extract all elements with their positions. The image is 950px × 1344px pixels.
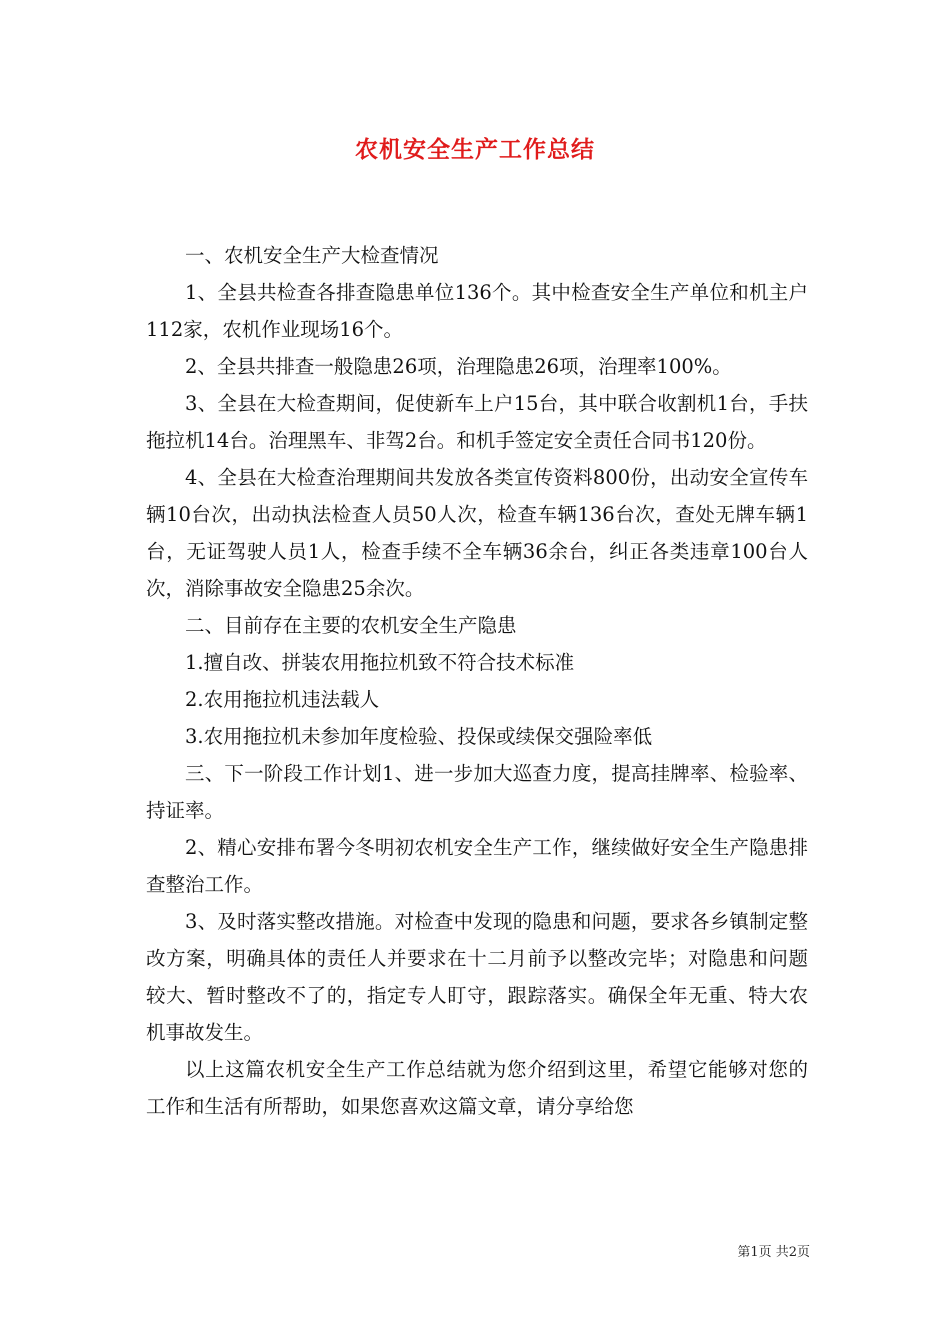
closing-paragraph: 以上这篇农机安全生产工作总结就为您介绍到这里，希望它能够对您的工作和生活有所帮助，如果您喜欢这篇文章，请分享给您 — [146, 1058, 808, 1118]
section-heading-3: 三、下一阶段工作计划1、进一步加大巡查力度，提高挂牌率、检验率、持证率。 — [146, 762, 808, 822]
paragraph-item-2: 2、全县共排查一般隐患26项，治理隐患26项，治理率100%。 — [185, 355, 732, 378]
plan-item-2: 2、精心安排布署今冬明初农机安全生产工作，继续做好安全生产隐患排查整治工作。 — [146, 836, 808, 896]
plan-item-3: 3、及时落实整改措施。对检查中发现的隐患和问题，要求各乡镇制定整改方案，明确具体的责任人并要求在十二月前予以整改完毕；对隐患和问题较大、暂时整改不了的，指定专人盯守，跟踪落实。确保全年无重、特大农机事故发生。 — [146, 910, 808, 1044]
document-title: 农机安全生产工作总结 — [355, 137, 595, 163]
page-number: 第1页 共2页 — [737, 1245, 810, 1260]
section-heading-2: 二、目前存在主要的农机安全生产隐患 — [185, 614, 517, 637]
paragraph-item-3: 3、全县在大检查期间，促使新车上户15台，其中联合收割机1台，手扶拖拉机14台。治理黑车、非驾2台。和机手签定安全责任合同书120份。 — [146, 392, 808, 452]
hazard-item-3: 3.农用拖拉机未参加年度检验、投保或续保交强险率低 — [185, 725, 653, 748]
paragraph-item-1: 1、全县共检查各排查隐患单位136个。其中检查安全生产单位和机主户112家，农机作业现场16个。 — [146, 281, 808, 341]
document-body — [146, 237, 808, 1125]
section-heading-1: 一、农机安全生产大检查情况 — [185, 244, 439, 267]
paragraph-item-4: 4、全县在大检查治理期间共发放各类宣传资料800份，出动安全宣传车辆10台次，出动执法检查人员50人次，检查车辆136台次，查处无牌车辆1台，无证驾驶人员1人，检查手续不全车辆36余台，纠正各类违章100台人次，消除事故安全隐患25余次。 — [146, 466, 808, 600]
hazard-item-2: 2.农用拖拉机违法载人 — [185, 688, 380, 711]
hazard-item-1: 1.擅自改、拼装农用拖拉机致不符合技术标准 — [185, 651, 575, 674]
